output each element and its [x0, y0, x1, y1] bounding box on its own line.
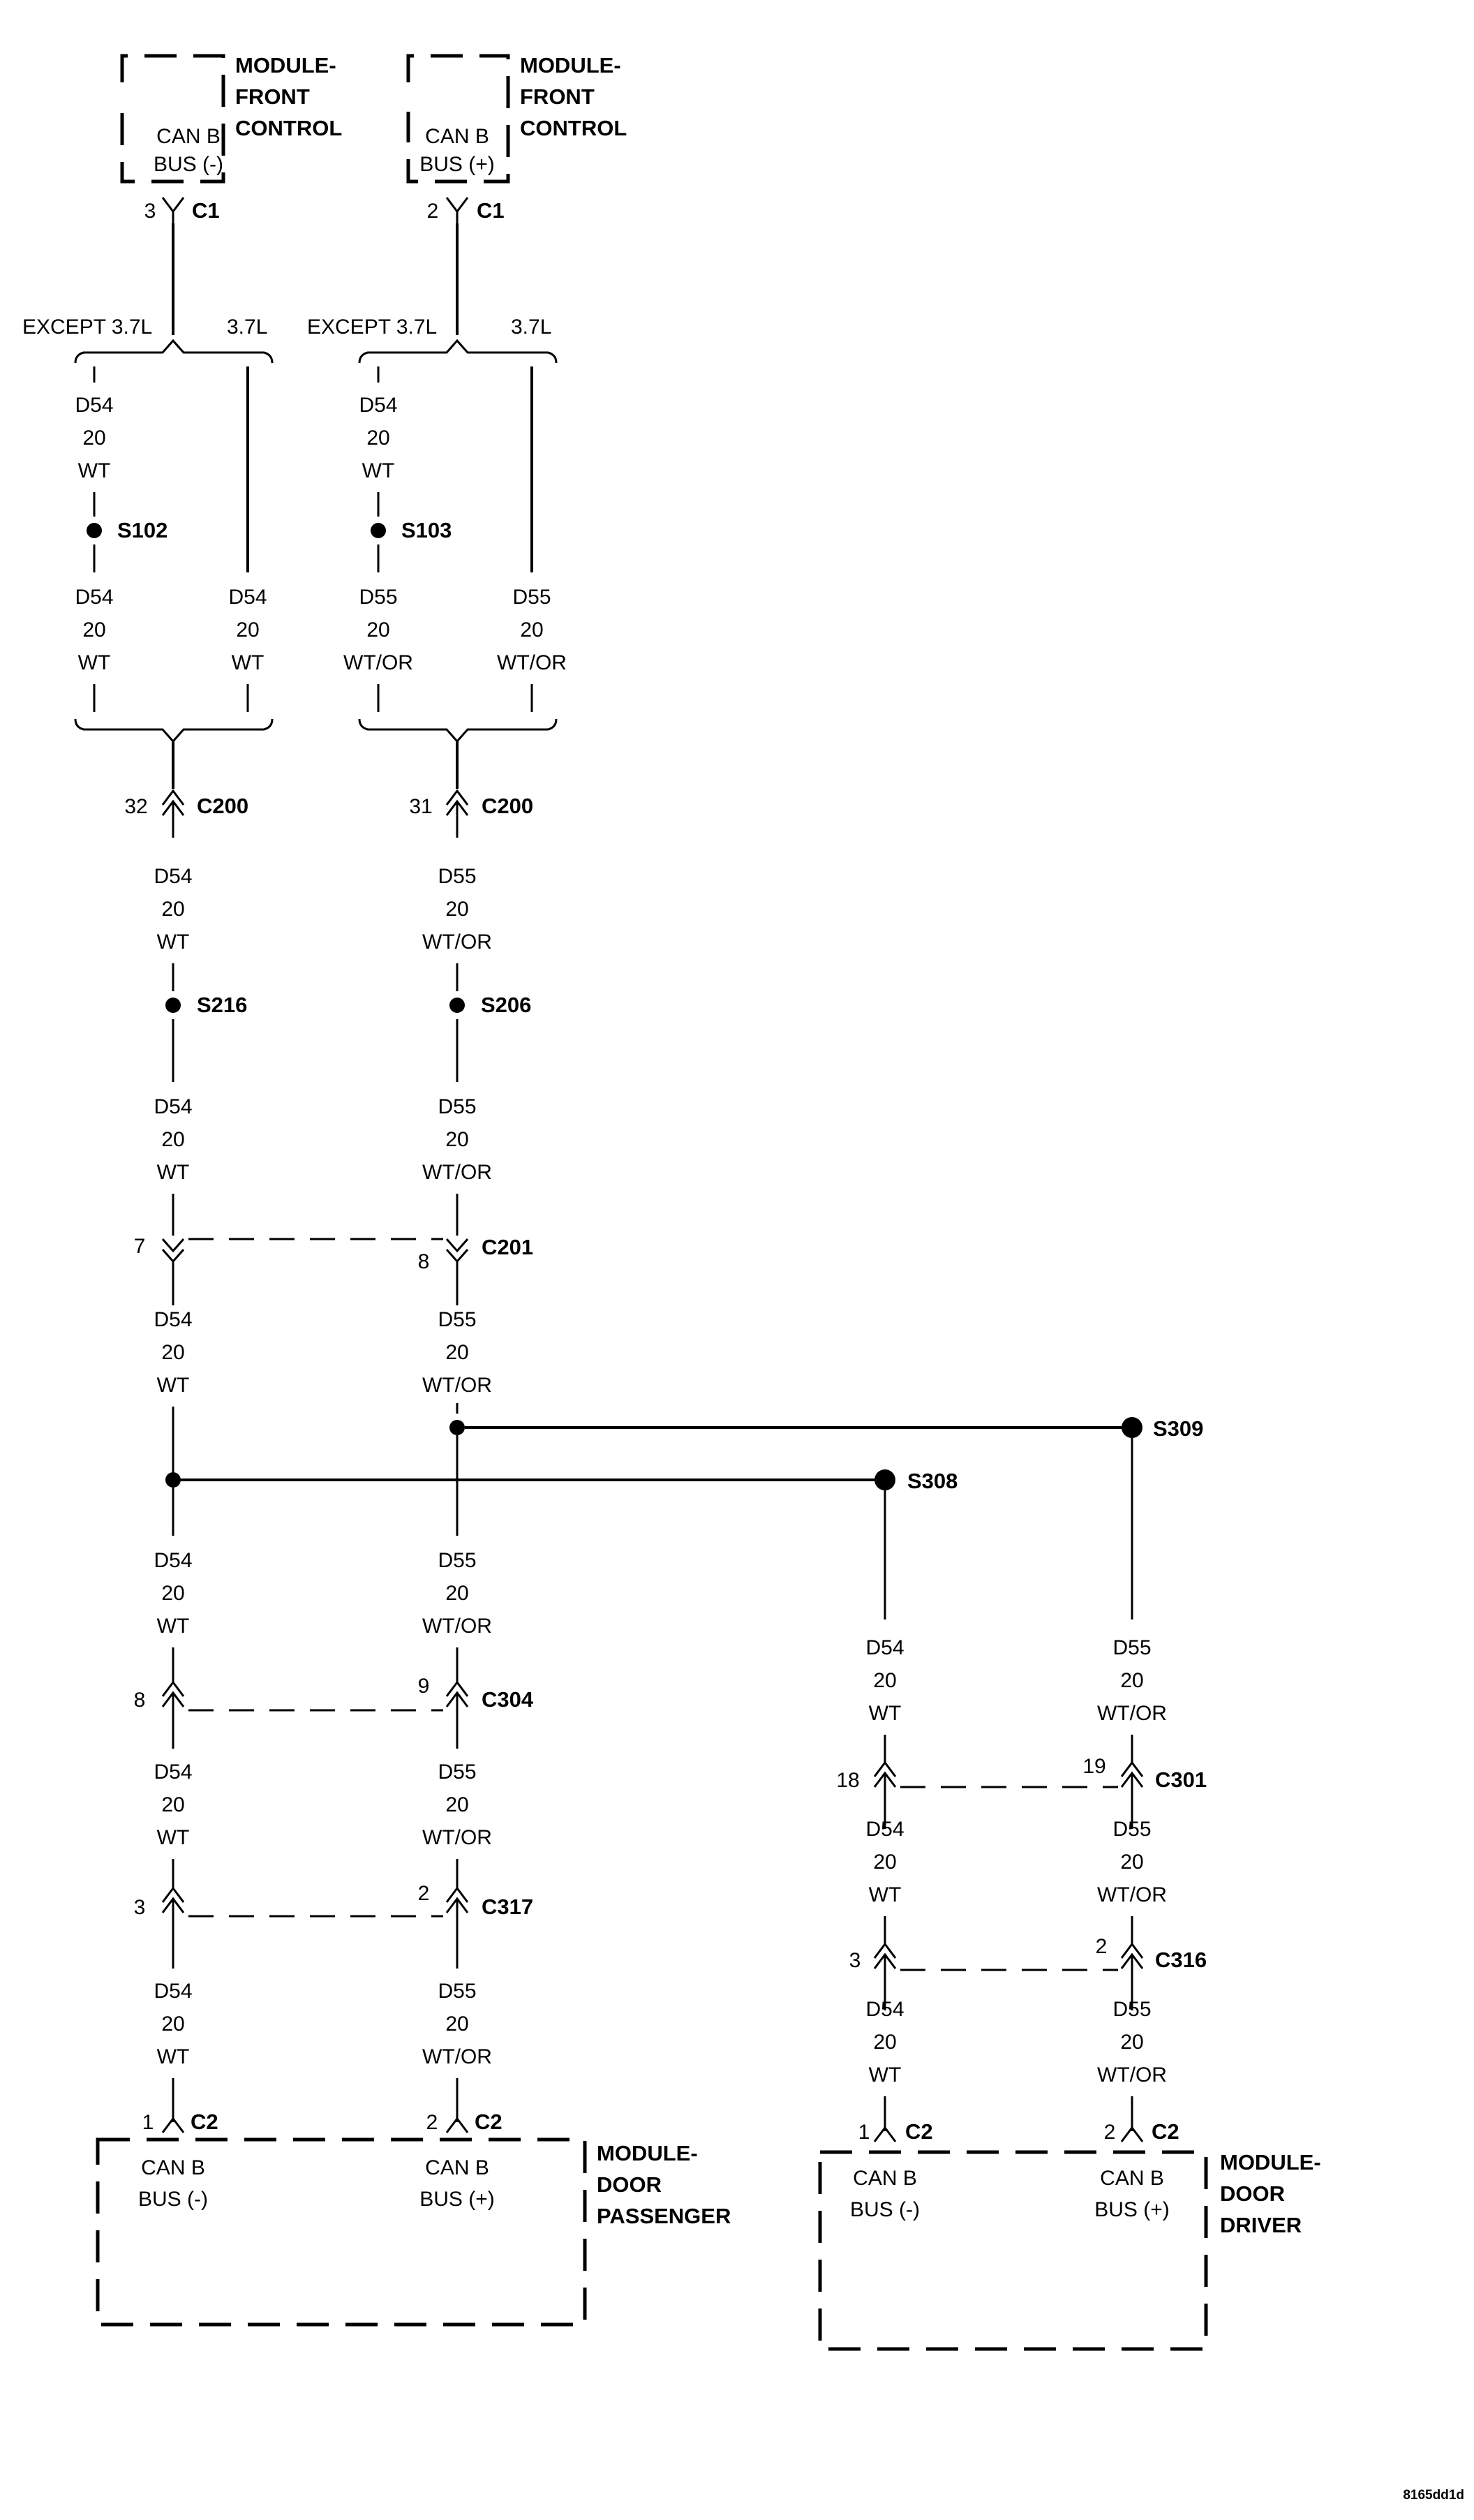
d54-s308-code: D54: [865, 1636, 904, 1659]
connector-c201: [134, 1235, 533, 1305]
passenger-branch: [98, 1549, 731, 2325]
connector-c304: [134, 1672, 534, 1749]
c304-left-symbol: [163, 1672, 184, 1749]
d55-bus-color: WT/OR: [422, 1615, 492, 1638]
c1-right-label: C1: [477, 198, 505, 223]
c2-passenger-label-left: C2: [191, 2110, 218, 2134]
c201-left-symbol: [163, 1239, 184, 1305]
fcm-minus-title-3: CONTROL: [235, 116, 343, 140]
fcm-plus-title-1: MODULE-: [520, 53, 621, 77]
c304-pin-right: 9: [417, 1675, 430, 1698]
d54-c301-code: D54: [865, 1818, 904, 1841]
c2-passenger-label-right: C2: [475, 2110, 502, 2134]
d55-c316-gauge: 20: [1120, 2031, 1144, 2054]
d54-upper-right-code: D54: [359, 394, 398, 417]
d55-c317-gauge: 20: [445, 2013, 469, 2036]
d55-s309-code: D55: [1112, 1636, 1152, 1659]
d55-c317-color: WT/OR: [422, 2045, 492, 2068]
d54-c316-gauge: 20: [873, 2031, 897, 2054]
d54-upper-right-gauge: 20: [366, 427, 390, 450]
d55-s206-color: WT/OR: [422, 1161, 492, 1184]
splice-s103-dot: [371, 523, 386, 538]
c2-driver-right-symbol: [1122, 2119, 1142, 2142]
merge-brace-left: [75, 719, 272, 741]
splice-s309-dot: [1122, 1417, 1142, 1438]
d54-c304-code: D54: [154, 1761, 193, 1784]
d55-upper-section: [307, 223, 567, 789]
d54-c201-color: WT: [156, 1374, 190, 1397]
d54-s102-gauge: 20: [82, 618, 106, 642]
connector-c1-left: [144, 198, 220, 223]
c316-pin-right: 2: [1095, 1935, 1108, 1958]
door-driver-plus-line2: BUS (+): [1094, 2198, 1170, 2221]
door-driver-title-3: DRIVER: [1220, 2213, 1302, 2237]
d54-c200-code: D54: [154, 865, 193, 888]
d54-c304-gauge: 20: [161, 1793, 185, 1816]
d54-c200-color: WT: [156, 931, 190, 954]
run-c200-to-splices: [154, 865, 531, 1236]
d54-s216-gauge: 20: [161, 1128, 185, 1151]
door-driver-title-1: MODULE-: [1220, 2150, 1321, 2174]
d54-bus-color: WT: [156, 1615, 190, 1638]
d54-s102-color: WT: [77, 651, 111, 674]
module-front-control-plus: [408, 53, 627, 181]
d55-s103-code: D55: [359, 586, 398, 609]
d54-c301-color: WT: [868, 1883, 902, 1906]
c201-pin-left: 7: [133, 1235, 146, 1258]
connector-c200-right: [409, 791, 533, 838]
d54-bus-gauge: 20: [161, 1582, 185, 1605]
connector-c2-passenger: [142, 2105, 502, 2134]
figure-id: 8165dd1d: [1403, 2488, 1464, 2503]
d55-c301-code: D55: [1112, 1818, 1152, 1841]
d55-c317-code: D55: [438, 1980, 477, 2003]
driver-branch: [820, 1636, 1321, 2349]
c1-right-symbol: [447, 198, 468, 223]
bus-section: [165, 1416, 1203, 1620]
module-door-driver: [820, 2150, 1321, 2349]
c1-right-pin: 2: [426, 200, 439, 223]
splice-s308-dot: [874, 1469, 895, 1490]
c2-driver-left-symbol: [874, 2119, 895, 2142]
c304-label: C304: [482, 1687, 534, 1712]
d54-c317-code: D54: [154, 1980, 193, 2003]
c2-passenger-left-symbol: [163, 2105, 184, 2133]
door-passenger-plus-line1: CAN B: [425, 2156, 489, 2179]
d54-c301-gauge: 20: [873, 1851, 897, 1874]
fcm-minus-title-2: FRONT: [235, 84, 310, 109]
door-passenger-title-1: MODULE-: [597, 2141, 698, 2165]
d55-37l-gauge: 20: [520, 618, 544, 642]
d55-s103-gauge: 20: [366, 618, 390, 642]
option-brace-right: [359, 341, 556, 363]
d54-s102-code: D54: [75, 586, 114, 609]
d54-upper-section: [22, 223, 272, 789]
d55-c201-gauge: 20: [445, 1341, 469, 1364]
d55-c201-code: D55: [438, 1308, 477, 1331]
c201-pin-right: 8: [417, 1250, 430, 1273]
c301-pin-right: 19: [1082, 1755, 1106, 1778]
c200-right-label: C200: [482, 794, 534, 818]
fcm-plus-pin-line1: CAN B: [425, 125, 489, 148]
c200-right-pin: 31: [409, 795, 433, 818]
d54-s216-code: D54: [154, 1095, 193, 1118]
c304-pin-left: 8: [133, 1689, 146, 1712]
d55-s309-gauge: 20: [1120, 1669, 1144, 1692]
c2-driver-label-right: C2: [1152, 2119, 1179, 2144]
d55-c301-color: WT/OR: [1097, 1883, 1167, 1906]
c200-right-symbol: [447, 791, 468, 838]
splice-s206-dot: [449, 998, 465, 1013]
module-front-control-minus: [122, 53, 342, 181]
c317-label: C317: [482, 1895, 534, 1919]
c2-driver-label-left: C2: [905, 2119, 933, 2144]
door-passenger-minus-line2: BUS (-): [138, 2188, 208, 2211]
door-passenger-title-3: PASSENGER: [597, 2204, 731, 2228]
splice-s206-label: S206: [481, 993, 532, 1017]
c200-left-symbol: [163, 791, 184, 838]
c316-label: C316: [1155, 1948, 1207, 1972]
c301-pin-left: 18: [836, 1769, 860, 1792]
c317-pin-left: 3: [133, 1896, 146, 1919]
c2-driver-pin-right: 2: [1103, 2121, 1116, 2144]
d54-c201-code: D54: [154, 1308, 193, 1331]
d55-c301-gauge: 20: [1120, 1851, 1144, 1874]
d54-c316-color: WT: [868, 2063, 902, 2087]
c317-right-symbol: [447, 1885, 468, 1969]
fcm-minus-pin-line2: BUS (-): [154, 153, 223, 176]
splice-s216-dot: [165, 998, 181, 1013]
connector-c317: [134, 1882, 533, 1969]
option-except-left: EXCEPT 3.7L: [22, 316, 153, 339]
d54-c201-gauge: 20: [161, 1341, 185, 1364]
d55-c304-code: D55: [438, 1761, 477, 1784]
fcm-minus-pin-line1: CAN B: [156, 125, 221, 148]
d54-junction-dot: [165, 1472, 181, 1488]
c304-right-symbol: [447, 1672, 468, 1749]
d54-except-gauge: 20: [82, 427, 106, 450]
connector-c2-driver: [858, 2119, 1179, 2144]
c1-left-symbol: [163, 198, 184, 223]
door-driver-title-2: DOOR: [1220, 2181, 1285, 2206]
d55-c200-code: D55: [438, 865, 477, 888]
d54-c317-color: WT: [156, 2045, 190, 2068]
d55-s206-code: D55: [438, 1095, 477, 1118]
connector-c200-left: [124, 791, 248, 838]
d54-c316-code: D54: [865, 1998, 904, 2021]
run-c201-to-bus: [154, 1308, 492, 1473]
d54-upper-right-color: WT: [362, 459, 395, 482]
d55-c200-color: WT/OR: [422, 931, 492, 954]
d55-bus-code: D55: [438, 1549, 477, 1572]
c301-label: C301: [1155, 1767, 1207, 1792]
d55-s103-color: WT/OR: [343, 651, 413, 674]
c200-left-pin: 32: [124, 795, 148, 818]
c317-left-symbol: [163, 1885, 184, 1969]
door-driver-minus-line2: BUS (-): [850, 2198, 920, 2221]
d55-37l-color: WT/OR: [497, 651, 567, 674]
splice-s103-label: S103: [401, 518, 452, 542]
d54-s216-color: WT: [156, 1161, 190, 1184]
d55-c316-code: D55: [1112, 1998, 1152, 2021]
d54-bus-code: D54: [154, 1549, 193, 1572]
merge-brace-right: [359, 719, 556, 741]
c2-passenger-pin-left: 1: [142, 2111, 154, 2134]
d55-c200-gauge: 20: [445, 898, 469, 921]
door-passenger-title-2: DOOR: [597, 2172, 662, 2197]
d55-bus-gauge: 20: [445, 1582, 469, 1605]
d54-c317-gauge: 20: [161, 2013, 185, 2036]
d54-c304-color: WT: [156, 1826, 190, 1849]
d55-c316-color: WT/OR: [1097, 2063, 1167, 2087]
c317-pin-right: 2: [417, 1882, 430, 1905]
fcm-plus-title-3: CONTROL: [520, 116, 627, 140]
d54-37l-gauge: 20: [236, 618, 260, 642]
d54-except-color: WT: [77, 459, 111, 482]
splice-s216-label: S216: [197, 993, 248, 1017]
c316-pin-left: 3: [849, 1949, 861, 1972]
splice-s102-dot: [87, 523, 102, 538]
door-driver-plus-line1: CAN B: [1100, 2167, 1164, 2190]
option-except-right: EXCEPT 3.7L: [307, 316, 438, 339]
splice-s309-label: S309: [1153, 1416, 1204, 1441]
d54-s308-color: WT: [868, 1702, 902, 1725]
option-brace-left: [75, 341, 272, 363]
option-engine-right: 3.7L: [511, 316, 552, 339]
module-door-passenger: [98, 2140, 731, 2325]
door-driver-minus-line1: CAN B: [853, 2167, 917, 2190]
d54-s308-gauge: 20: [873, 1669, 897, 1692]
d54-c200-gauge: 20: [161, 898, 185, 921]
d54-37l-code: D54: [228, 586, 267, 609]
connector-c1-right: [427, 198, 505, 223]
d55-s309-color: WT/OR: [1097, 1702, 1167, 1725]
d55-s206-gauge: 20: [445, 1128, 469, 1151]
c1-left-pin: 3: [144, 200, 156, 223]
fcm-plus-pin-line2: BUS (+): [419, 153, 495, 176]
c201-label: C201: [482, 1235, 534, 1259]
d55-c304-color: WT/OR: [422, 1826, 492, 1849]
door-passenger-plus-line2: BUS (+): [419, 2188, 495, 2211]
c201-right-symbol: [447, 1239, 468, 1305]
d54-37l-color: WT: [231, 651, 265, 674]
splice-s308-label: S308: [907, 1469, 958, 1493]
d55-c201-color: WT/OR: [422, 1374, 492, 1397]
d55-junction-dot: [449, 1420, 465, 1435]
fcm-minus-title-1: MODULE-: [235, 53, 336, 77]
c2-passenger-right-symbol: [447, 2105, 468, 2133]
door-passenger-minus-line1: CAN B: [141, 2156, 205, 2179]
option-engine-left: 3.7L: [227, 316, 268, 339]
d54-except-code: D54: [75, 394, 114, 417]
fcm-plus-title-2: FRONT: [520, 84, 595, 109]
d55-37l-code: D55: [512, 586, 551, 609]
splice-s102-label: S102: [117, 518, 168, 542]
d55-c304-gauge: 20: [445, 1793, 469, 1816]
c2-driver-pin-left: 1: [858, 2121, 870, 2144]
c200-left-label: C200: [197, 794, 249, 818]
c1-left-label: C1: [192, 198, 220, 223]
c2-passenger-pin-right: 2: [426, 2111, 438, 2134]
